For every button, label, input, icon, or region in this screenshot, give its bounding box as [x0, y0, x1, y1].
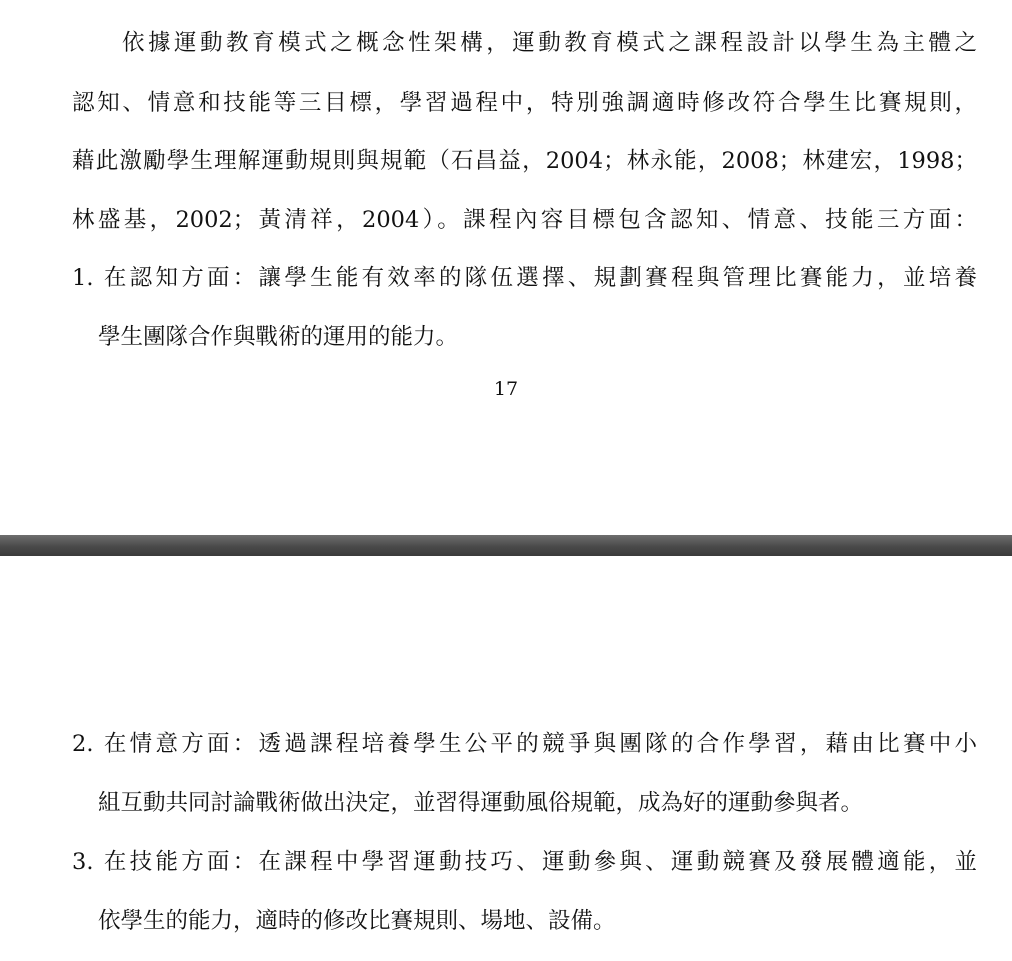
- paragraph-line-4: 林盛基，2002；黃清祥，2004）。課程內容目標包含認知、情意、技能三方面：: [72, 207, 977, 233]
- list-item-2-line-1: 2. 在情意方面：透過課程培養學生公平的競爭與團隊的合作學習，藉由比賽中小: [72, 731, 977, 757]
- paragraph-line-1: 依據運動教育模式之概念性架構，運動教育模式之課程設計以學生為主體之: [122, 30, 977, 56]
- page-number: 17: [493, 378, 519, 400]
- list-item-1-line-2: 學生團隊合作與戰術的運用的能力。: [98, 324, 459, 350]
- paragraph-line-3: 藉此激勵學生理解運動規則與規範（石昌益，2004；林永能，2008；林建宏，1998；: [72, 148, 977, 174]
- list-item-3-line-2: 依學生的能力，適時的修改比賽規則、場地、設備。: [98, 908, 616, 934]
- list-item-2-line-2: 組互動共同討論戰術做出決定，並習得運動風俗規範，成為好的運動參與者。: [98, 790, 864, 816]
- list-item-1-line-1: 1. 在認知方面：讓學生能有效率的隊伍選擇、規劃賽程與管理比賽能力，並培養: [72, 265, 977, 291]
- document-page-18: [0, 556, 1012, 961]
- paragraph-line-2: 認知、情意和技能等三目標，學習過程中，特別強調適時修改符合學生比賽規則，: [72, 90, 977, 116]
- list-item-3-line-1: 3. 在技能方面：在課程中學習運動技巧、運動參與、運動競賽及發展體適能，並: [72, 849, 977, 875]
- page-separator: [0, 535, 1012, 556]
